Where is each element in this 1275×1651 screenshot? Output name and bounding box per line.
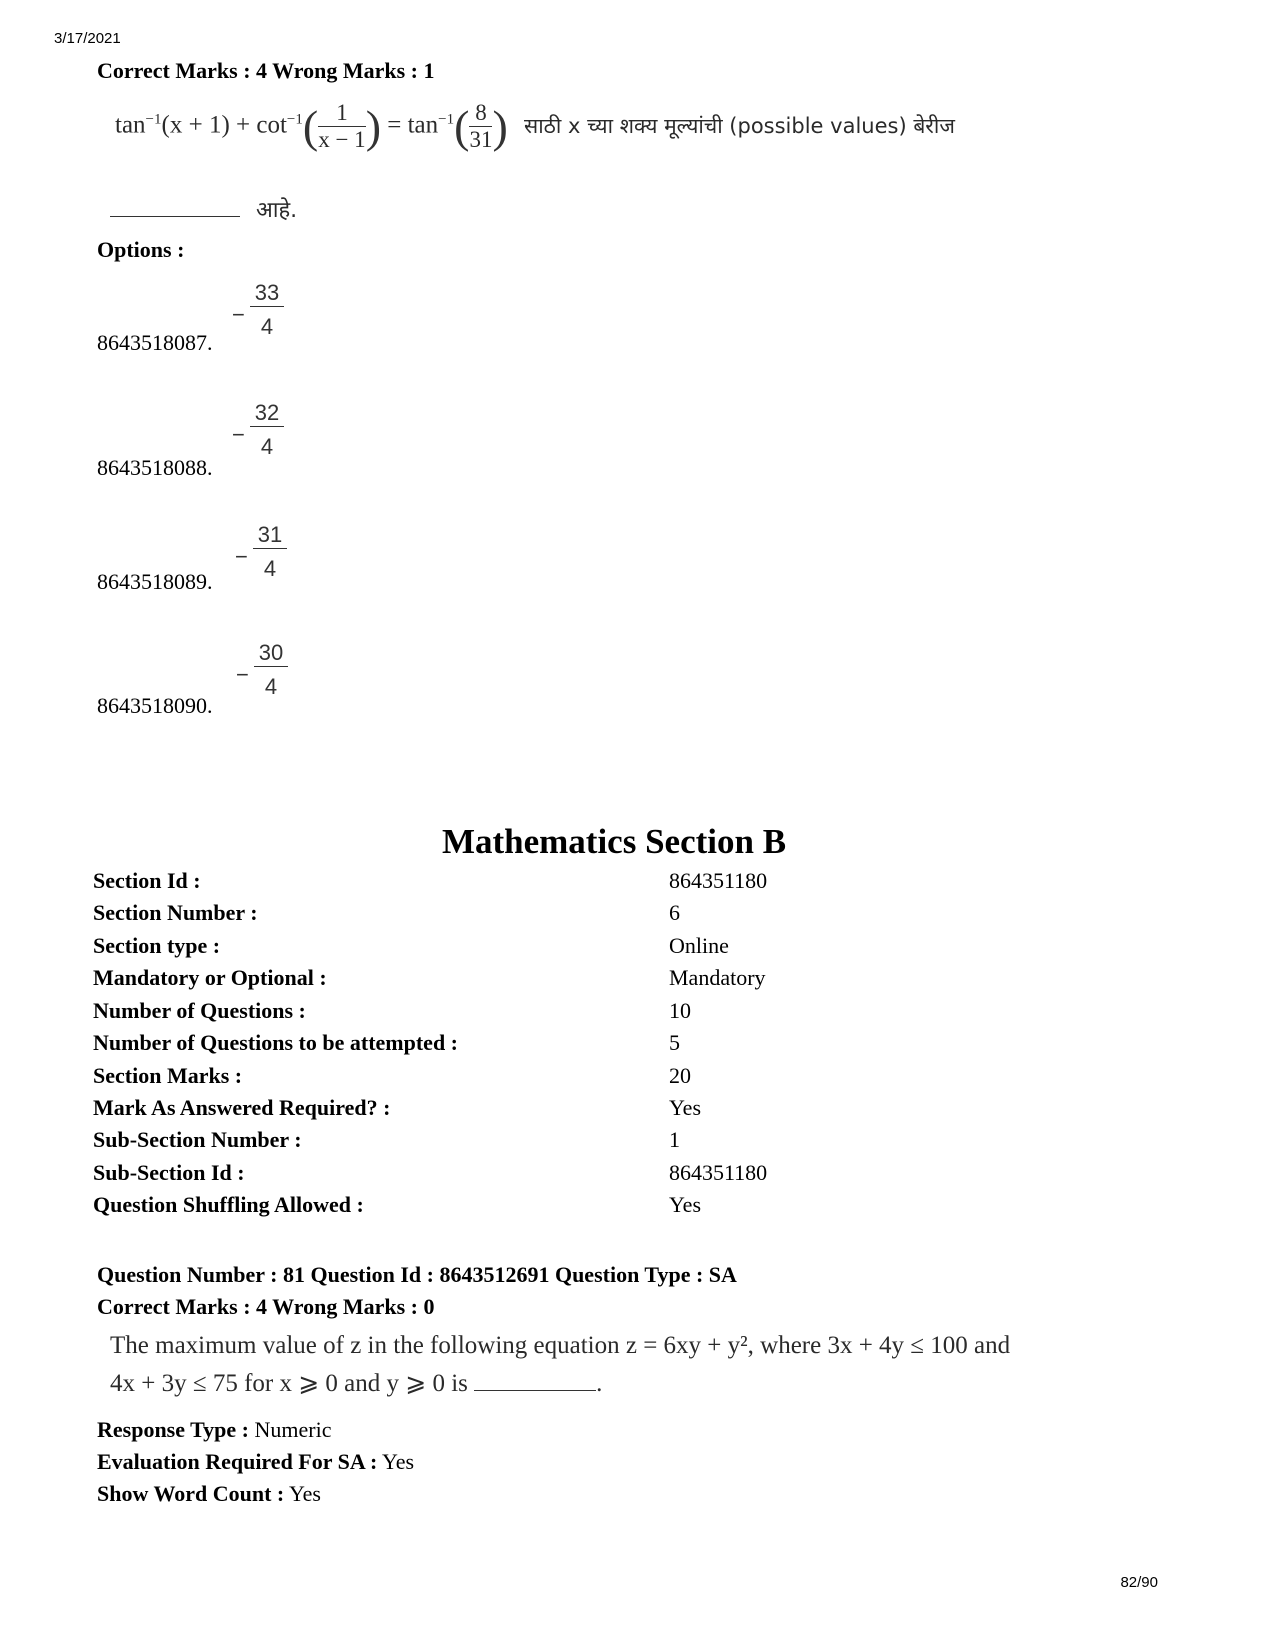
eq-cot-num: 1 [318,100,365,127]
section-info-row [0,933,1000,957]
word-count-label: Show Word Count : [97,1481,285,1506]
section-info-key: Number of Questions to be attempted : [93,1030,459,1055]
section-info-value: Yes [669,1192,702,1217]
eq-marathi-text: साठी x च्या शक्य मूल्यांची (possible values) बेरीज [524,113,955,138]
evaluation-required [97,1449,414,1475]
option-denominator: 4 [263,556,277,581]
option-id: 8643518087. [97,330,213,355]
prev-question-tail: आहे. [256,198,298,223]
option-fraction [235,522,295,584]
section-info-row [0,1192,1000,1216]
option-fraction [236,640,296,702]
section-info-value: 1 [669,1127,680,1152]
evaluation-value: Yes [382,1449,415,1474]
option-numerator: 30 [254,640,288,667]
section-info-row [0,868,1000,892]
section-info-key: Number of Questions : [93,998,306,1023]
section-info-row [0,965,1000,989]
section-info-value: 864351180 [669,868,768,893]
section-info-row [0,1063,1000,1087]
option-denominator: 4 [260,434,274,459]
eq-rhs-exp: −1 [438,111,455,128]
eq-cot-exp: −1 [286,111,303,128]
option-denominator: 4 [264,674,278,699]
prev-question-equation: $\tan^{-1}(x + 1) + \cot^{-1}$( $\frac{1}{x - 1}$ ) = $\tan^{-1}$( $\frac{8}{31}$ ) साठी x च्या शक्य मूल्यांची (possible values) बेरीज [115,100,955,153]
response-type-value: Numeric [254,1417,332,1442]
section-info-key: Section Id : [93,868,201,893]
section-info-value: Yes [669,1095,702,1120]
section-info-value: Mandatory [669,965,766,990]
response-type [97,1417,331,1443]
option-sign: − [232,302,245,327]
eq-rhs-num: 8 [469,100,492,127]
eq-equals-tan: = tan [387,111,439,139]
option-sign: − [236,662,249,687]
eq-tan-exp: −1 [145,111,162,128]
option-denominator: 4 [260,314,274,339]
option-fraction [232,280,292,342]
answer-blank [474,1370,596,1391]
answer-blank [110,196,240,222]
option-id: 8643518089. [97,569,213,594]
option-id: 8643518090. [97,693,213,718]
section-info-row [0,1030,1000,1054]
section-info-key: Mark As Answered Required? : [93,1095,391,1120]
options-label: Options : [97,237,185,262]
section-info-value: 6 [669,900,680,925]
question-marks: Correct Marks : 4 Wrong Marks : 0 [97,1294,435,1319]
print-date: 3/17/2021 [54,30,121,47]
section-info-row [0,998,1000,1022]
option-numerator: 33 [250,280,284,307]
section-info-key: Section Number : [93,900,258,925]
option-numerator: 32 [250,400,284,427]
eq-rhs-den: 31 [469,127,493,153]
section-info-key: Question Shuffling Allowed : [93,1192,364,1217]
evaluation-label: Evaluation Required For SA : [97,1449,378,1474]
section-info-key: Mandatory or Optional : [93,965,327,990]
word-count-value: Yes [288,1481,321,1506]
section-info-value: 20 [669,1063,691,1088]
response-type-label: Response Type : [97,1417,249,1442]
eq-tan-arg: (x + 1) + cot [161,111,287,139]
page-number: 82/90 [1120,1574,1158,1591]
option-fraction [232,400,292,462]
section-info-key: Section type : [93,933,221,958]
section-title: Mathematics Section B [441,822,787,861]
question-header: Question Number : 81 Question Id : 8643512691 Question Type : SA [97,1262,737,1287]
option-sign: − [232,422,245,447]
section-info-row [0,1160,1000,1184]
section-info-value: 5 [669,1030,680,1055]
question-text [110,1327,1140,1403]
section-info-key: Sub-Section Number : [93,1127,302,1152]
section-info-value: 10 [669,998,691,1023]
section-info-row [0,1095,1000,1119]
eq-tan: tan [115,111,146,139]
option-sign: − [235,544,248,569]
section-info-row [0,1127,1000,1151]
eq-cot-den: x − 1 [318,127,366,153]
option-numerator: 31 [253,522,287,549]
question-text-line-2: 4x + 3y ≤ 75 for x ⩾ 0 and y ⩾ 0 is . [110,1370,603,1397]
option-id: 8643518088. [97,455,213,480]
question-text-line-1: The maximum value of z in the following equation z = 6xy + y², where 3x + 4y ≤ 100 and [110,1332,1011,1359]
show-word-count [97,1481,321,1507]
section-info-key: Sub-Section Id : [93,1160,245,1185]
section-info-value: 864351180 [669,1160,768,1185]
section-info-value: Online [669,933,729,958]
section-info-key: Section Marks : [93,1063,243,1088]
section-info-row [0,900,1000,924]
prev-marks-line: Correct Marks : 4 Wrong Marks : 1 [97,58,435,83]
